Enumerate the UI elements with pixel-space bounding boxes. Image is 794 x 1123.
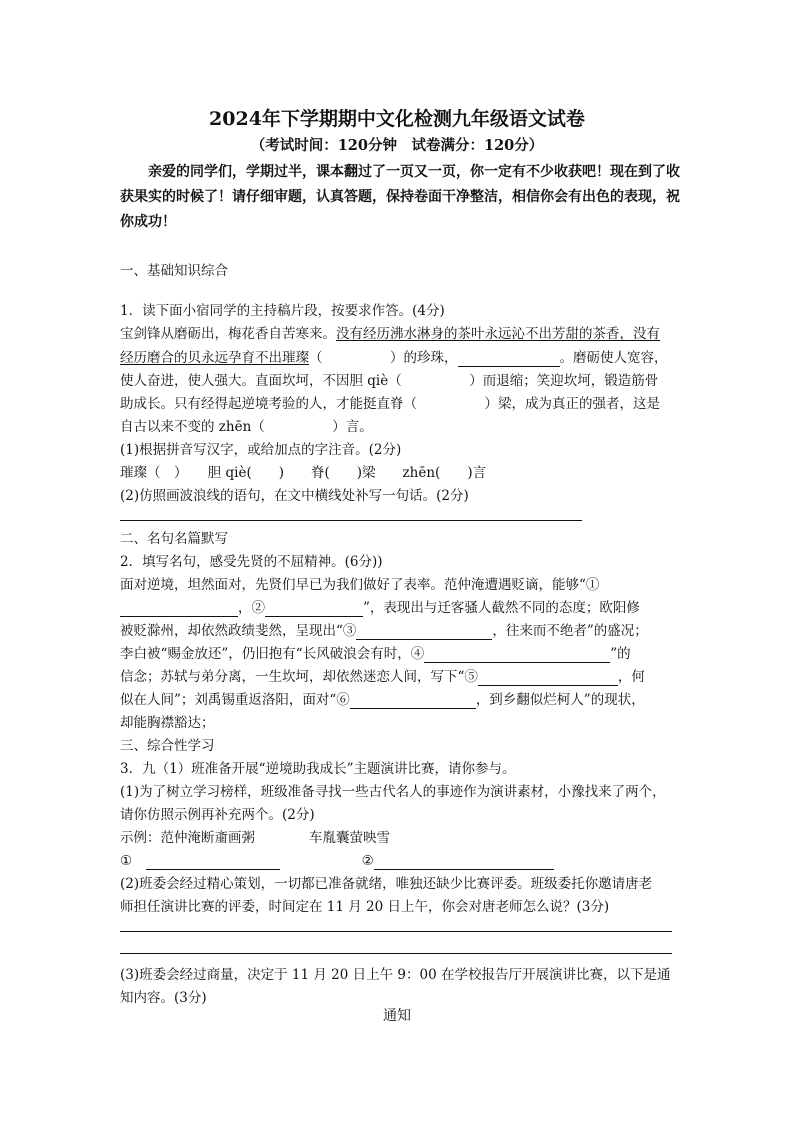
fill-blank-1[interactable] bbox=[120, 602, 238, 617]
answer-line-2[interactable] bbox=[120, 953, 672, 954]
passage-line-4: 助成长。只有经得起逆境考验的人，才能挺直脊（ ）梁，成为真正的强者，这是 bbox=[120, 396, 660, 412]
section1-heading: 一、基础知识综合 bbox=[120, 263, 228, 279]
q3-sub2-line-1: (2)班委会经过精心策划，一切都已准备就绪，唯独还缺少比赛评委。班级委托你邀请唐老 bbox=[120, 876, 653, 892]
fill-blank-a[interactable] bbox=[146, 855, 280, 870]
exam-subtitle: （考试时间：120分钟 试卷满分：120分） bbox=[250, 137, 544, 154]
passage-text: （ ）的珍珠， bbox=[309, 350, 458, 366]
fill-blank-b[interactable] bbox=[374, 855, 554, 870]
q3-stem: 3．九（1）班准备开展“逆境助我成长”主题演讲比赛，请你参与。 bbox=[120, 761, 516, 777]
q2-text: 被贬滁州，却依然政绩斐然，呈现出“③ bbox=[120, 623, 357, 639]
q3-sub1-line-1: (1)为了树立学习榜样，班级准备寻找一些古代名人的事迹作为演讲素材，小豫找来了两个， bbox=[120, 784, 666, 800]
q2-line-6 bbox=[120, 691, 645, 709]
q2-text: 李白被“赐金放还”，仍旧抱有“长风破浪会有时，④ bbox=[120, 646, 425, 662]
q2-line-1: 面对逆境，坦然面对，先贤们早已为我们做好了表率。范仲淹遭遇贬谪，能够“① bbox=[120, 577, 600, 593]
notice-heading: 通知 bbox=[383, 1008, 411, 1024]
q2-stem: 2．填写名句，感受先贤的不屈精神。(6分)) bbox=[120, 554, 383, 570]
q2-line-3 bbox=[120, 622, 648, 640]
intro-key-1: 仔细审题 bbox=[246, 189, 302, 205]
wavy-sentence: 没有经历沸水淋身的茶叶永远沁不出芳甜的茶香，没有 bbox=[336, 326, 660, 342]
intro-paragraph bbox=[120, 160, 686, 235]
passage-line-1 bbox=[120, 325, 660, 343]
section2-heading: 二、名句名篇默写 bbox=[120, 531, 228, 547]
q2-line-5 bbox=[120, 668, 645, 686]
passage-line-5: 自古以来不变的 zhēn（ ）言。 bbox=[120, 419, 373, 435]
q2-text: ，② bbox=[238, 600, 265, 616]
fill-blank-2[interactable] bbox=[265, 602, 363, 617]
q1-sub1: (1)根据拼音写汉字，或给加点的字注音。(2分) bbox=[120, 442, 402, 458]
fill-blank-6[interactable] bbox=[350, 694, 476, 709]
q2-text: ”，表现出与迁客骚人截然不同的态度；欧阳修 bbox=[363, 600, 640, 616]
fill-blank-3[interactable] bbox=[356, 625, 492, 640]
q3-sub3-line-1: (3)班委会经过商量，决定于 11 月 20 日上午 9：00 在学校报告厅开展演讲比赛，以下是通 bbox=[120, 967, 671, 983]
passage-line-3: 使人奋进，使人强大。直面坎坷，不因胆 qiè（ ）而退缩；笑迎坎坷，锻造筋骨 bbox=[120, 373, 659, 389]
q1-sub2: (2)仿照画波浪线的语句，在文中横线处补写一句话。(2分) bbox=[120, 488, 469, 504]
answer-line-1[interactable] bbox=[120, 931, 672, 932]
blank-marker-1: ① bbox=[120, 853, 133, 869]
intro-key-3: 卷面干净整洁 bbox=[414, 189, 498, 205]
passage-line-2 bbox=[120, 349, 668, 367]
fill-blank[interactable] bbox=[458, 352, 560, 367]
q2-text: ，到乡翻似烂柯人”的现状， bbox=[475, 692, 645, 708]
exam-title: 2024年下学期期中文化检测九年级语文试卷 bbox=[209, 108, 585, 130]
intro-text-4: ，相信你会有出色的表现，祝你成功！ bbox=[120, 189, 680, 230]
q2-line-7: 却能胸襟豁达； bbox=[120, 715, 215, 731]
intro-text-3: ，保持 bbox=[372, 189, 414, 205]
blank-marker-2: ② bbox=[361, 853, 374, 869]
q2-text: ，往来而不绝者”的盛况； bbox=[492, 623, 648, 639]
passage-text: 。磨砺使人宽容， bbox=[559, 350, 668, 366]
answer-line[interactable] bbox=[120, 520, 582, 521]
intro-key-2: 认真答题 bbox=[316, 189, 372, 205]
q3-sub2-line-2: 师担任演讲比赛的评委，时间定在 11 月 20 日上午，你会对唐老师怎么说？(3分) bbox=[120, 899, 610, 915]
q1-sub1-items: 璀璨（ ） 胆 qiè( ) 脊( )梁 zhēn( )言 bbox=[120, 465, 487, 481]
q3-sub1-line-2: 请你仿照示例再补充两个。(2分) bbox=[120, 807, 315, 823]
q1-stem: 1．读下面小宿同学的主持稿片段，按要求作答。(4分) bbox=[120, 303, 445, 319]
q2-line-4 bbox=[120, 645, 631, 663]
section3-heading: 三、综合性学习 bbox=[120, 738, 215, 754]
q2-line-2 bbox=[120, 599, 640, 617]
q2-text: ”的 bbox=[610, 646, 631, 662]
q2-text: ，何 bbox=[617, 669, 645, 685]
intro-text-2: ， bbox=[302, 189, 316, 205]
q3-example: 示例：范仲淹断齑画粥 车胤囊萤映雪 bbox=[120, 830, 390, 846]
q3-sub3-line-2: 知内容。(3分) bbox=[120, 990, 207, 1006]
q2-text: 似在人间”；刘禹锡重返洛阳，面对“⑥ bbox=[120, 692, 350, 708]
passage-text: 宝剑锋从磨砺出，梅花香自苦寒来。 bbox=[120, 326, 336, 342]
fill-blank-5[interactable] bbox=[478, 671, 618, 686]
wavy-sentence-end: 经历磨合的贝永远孕育不出璀璨 bbox=[120, 350, 309, 366]
q3-blanks bbox=[120, 852, 554, 870]
intro-text-1: 亲爱的同学们，学期过半，课本翻过了一页又一页，你一定有不少收获吧！现在到了收获果实的时候了！请 bbox=[120, 164, 680, 205]
fill-blank-4[interactable] bbox=[424, 648, 610, 663]
q2-text: 信念；苏轼与弟分离，一生坎坷，却依然迷恋人间，写下“⑤ bbox=[120, 669, 478, 685]
